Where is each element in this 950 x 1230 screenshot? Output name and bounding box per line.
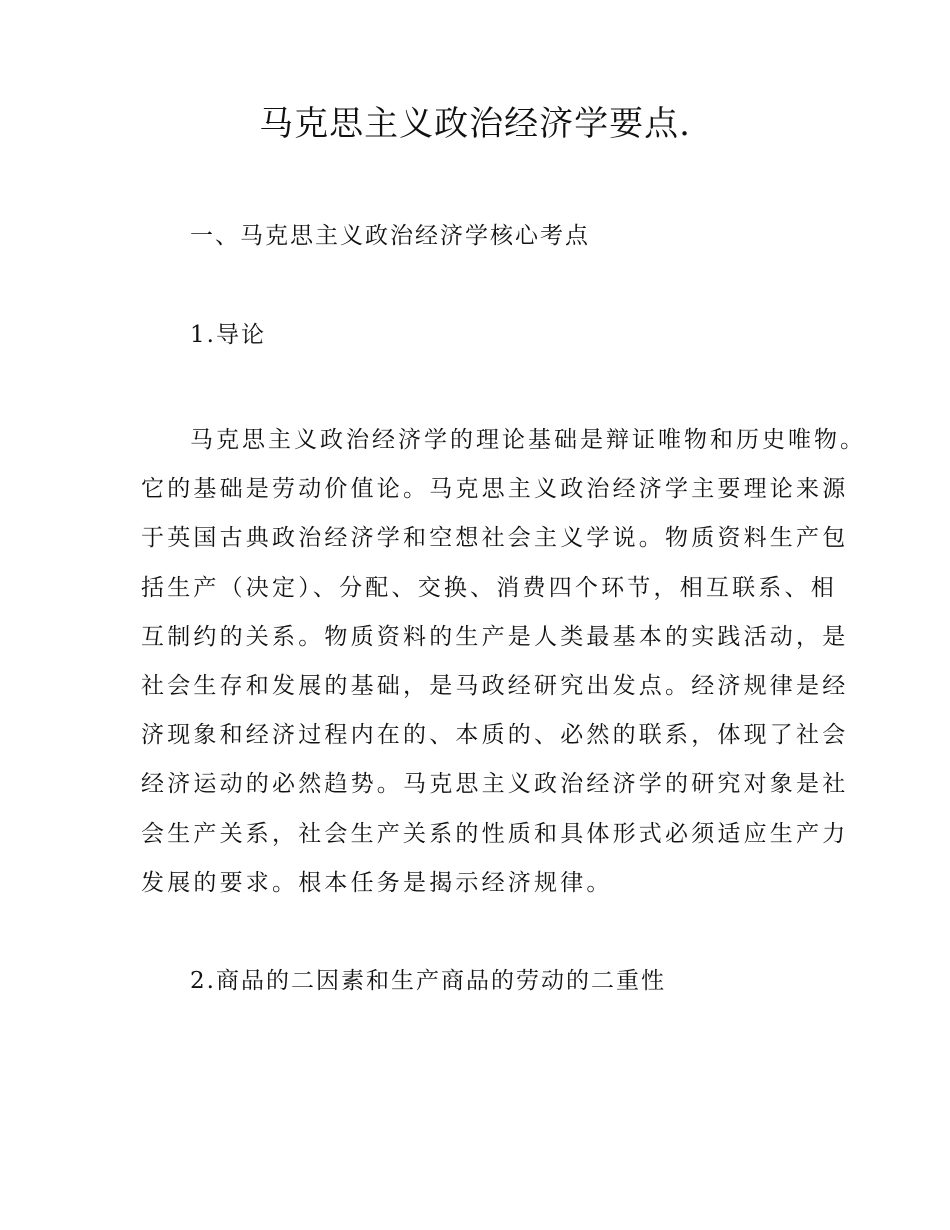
paragraph-line: 它的基础是劳动价值论。马克思主义政治经济学主要理论来源 [141,476,849,503]
section-heading: 一、马克思主义政治经济学核心考点 [190,223,590,249]
paragraph-line: 发展的要求。根本任务是揭示经济规律。 [141,869,613,896]
paragraph-line: 济现象和经济过程内在的、本质的、必然的联系，体现了社会 [141,722,849,749]
subsection-heading-commodity: 2.商品的二因素和生产商品的劳动的二重性 [190,968,666,994]
document-title: 马克思主义政治经济学要点. [259,104,691,144]
paragraph-line: 会生产关系，社会生产关系的性质和具体形式必须适应生产力 [141,820,849,847]
intro-paragraph [141,416,866,908]
paragraph-line: 互制约的关系。物质资料的生产是人类最基本的实践活动，是 [141,623,849,650]
subsection-heading-intro: 1.导论 [190,322,266,348]
paragraph-line: 马克思主义政治经济学的理论基础是辩证唯物和历史唯物。 [190,427,866,453]
paragraph-line: 于英国古典政治经济学和空想社会主义学说。物质资料生产包 [141,525,849,552]
paragraph-line: 括生产（决定）、分配、交换、消费四个环节，相互联系、相 [141,574,837,601]
paragraph-line: 经济运动的必然趋势。马克思主义政治经济学的研究对象是社 [141,771,849,798]
paragraph-line: 社会生存和发展的基础，是马政经研究出发点。经济规律是经 [141,673,849,700]
